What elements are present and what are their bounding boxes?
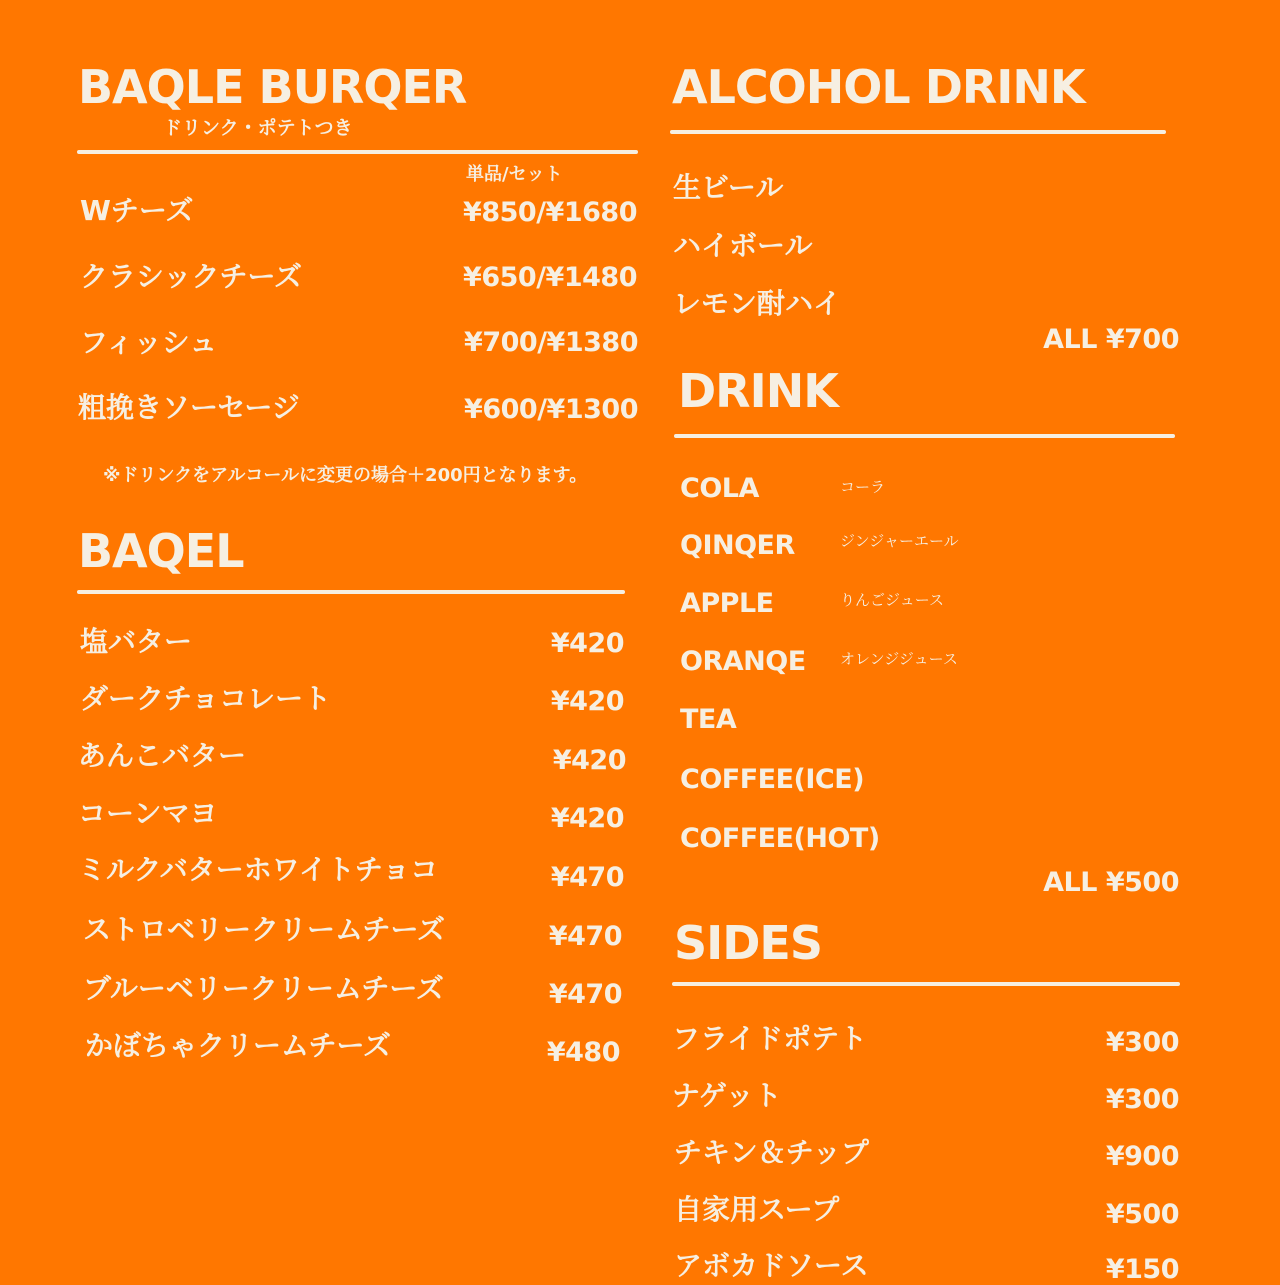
bagel-item-price: ¥470 [548,921,622,952]
sides-item-name: 自家用スープ [674,1193,840,1226]
bagel-divider [77,590,625,594]
burger-item-name: 粗挽きソーセージ [78,391,300,424]
bagel-item-price: ¥420 [552,745,626,776]
drink-all-price: ALL ¥500 [1043,867,1179,898]
burger-item-name: Wチーズ [80,194,194,227]
sides-item-name: フライドポテト [672,1022,868,1055]
sides-item-price: ¥300 [1105,1027,1179,1058]
drink-item-name: COLA [680,473,759,504]
bagel-item-price: ¥420 [550,686,624,717]
drink-divider [674,434,1175,438]
bagel-item-price: ¥470 [550,862,624,893]
bagel-item-price: ¥420 [550,628,624,659]
sides-section-title: SIDES [674,916,822,970]
burger-price-header: 単品/セット [466,164,563,185]
drink-item-name: APPLE [680,588,774,619]
bagel-item-name: ストロベリークリームチーズ [83,913,446,946]
alcohol-item-name: ハイボール [673,229,813,262]
bagel-item-name: コーンマヨ [78,797,218,830]
sides-divider [672,982,1180,986]
burger-note: ※ドリンクをアルコールに変更の場合＋200円となります。 [103,465,588,486]
bagel-item-name: あんこバター [78,739,247,772]
drink-item-jp: ジンジャーエール [840,532,959,550]
sides-item-price: ¥300 [1105,1084,1179,1115]
sides-item-name: ナゲット [672,1079,782,1112]
bagel-item-price: ¥420 [550,803,624,834]
burger-section-subtitle: ドリンク・ポテトつき [163,117,353,139]
sides-item-name: チキン＆チップ [674,1136,869,1169]
bagel-item-name: ブルーベリークリームチーズ [83,972,444,1005]
burger-item-name: クラシックチーズ [80,260,303,293]
bagel-item-name: 塩バター [80,625,193,658]
burger-item-price: ¥650/¥1480 [463,262,637,293]
alcohol-section-title: ALCOHOL DRINK [672,60,1085,114]
bagel-item-price: ¥480 [546,1037,620,1068]
drink-item-name: QINQER [680,530,795,561]
drink-section-title: DRINK [678,364,838,418]
sides-item-price: ¥900 [1105,1141,1179,1172]
bagel-item-price: ¥470 [548,979,622,1010]
bagel-item-name: ミルクバターホワイトチョコ [78,853,439,886]
bagel-item-name: かぼちゃクリームチーズ [85,1029,392,1062]
alcohol-divider [670,130,1166,134]
drink-item-name: ORANQE [680,646,806,677]
burger-section-title: BAQLE BURQER [78,60,467,114]
sides-item-price: ¥150 [1105,1254,1179,1285]
alcohol-item-name: 生ビール [673,171,784,204]
burger-item-price: ¥700/¥1380 [464,327,638,358]
alcohol-all-price: ALL ¥700 [1043,324,1179,355]
burger-item-price: ¥850/¥1680 [463,197,637,228]
drink-item-jp: コーラ [840,478,886,496]
drink-item-name: COFFEE(ICE) [680,764,865,795]
sides-item-name: アボカドソース [674,1249,869,1282]
bagel-section-title: BAQEL [78,524,244,578]
burger-divider [77,150,638,154]
alcohol-item-name: レモン酎ハイ [673,287,842,320]
drink-item-name: COFFEE(HOT) [680,823,880,854]
bagel-item-name: ダークチョコレート [80,682,332,715]
drink-item-name: TEA [680,704,737,735]
sides-item-price: ¥500 [1105,1199,1179,1230]
drink-item-jp: りんごジュース [840,591,944,609]
burger-item-name: フィッシュ [80,326,218,359]
drink-item-jp: オレンジジュース [840,650,958,668]
burger-item-price: ¥600/¥1300 [464,394,638,425]
